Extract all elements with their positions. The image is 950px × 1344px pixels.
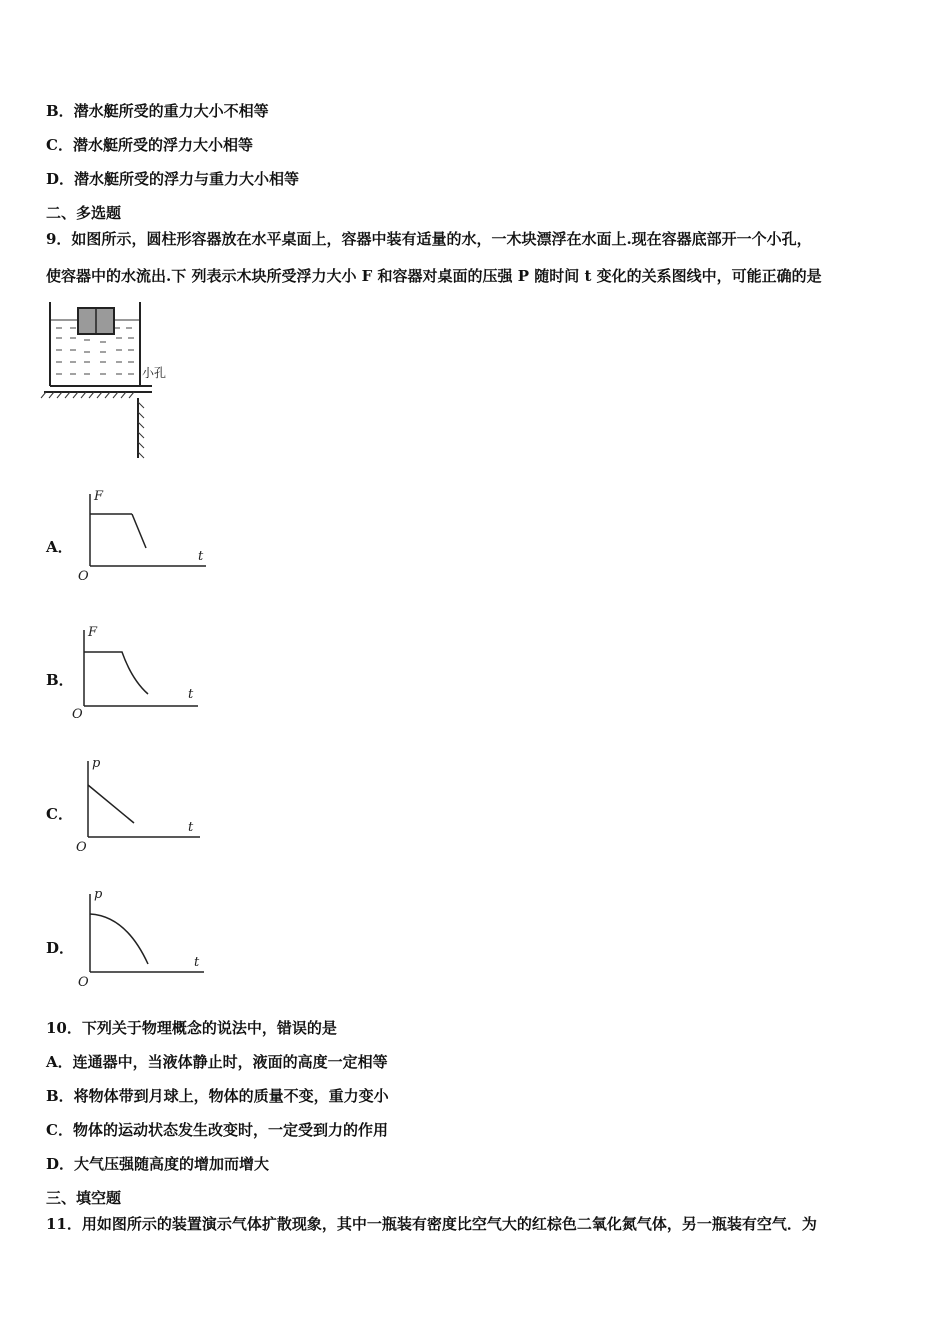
- graph-b-curve: [84, 652, 148, 694]
- q10-option-a: A．连通器中，当液体静止时，液面的高度一定相等: [46, 1053, 388, 1071]
- q9-option-a-label: A．: [46, 538, 73, 556]
- q8-option-b: B．潜水艇所受的重力大小不相等: [46, 102, 269, 120]
- graph-a: [74, 488, 214, 588]
- graph-b-y-label: F: [88, 625, 98, 640]
- q10-option-b: B．将物体带到月球上，物体的质量不变，重力变小: [46, 1087, 389, 1105]
- graph-b-x-label: t: [188, 687, 194, 702]
- graph-d: [74, 886, 214, 990]
- container-figure: [44, 298, 184, 460]
- q10-option-c: C．物体的运动状态发生改变时，一定受到力的作用: [46, 1121, 388, 1139]
- q11-stem: 11．用如图所示的装置演示气体扩散现象，其中一瓶装有密度比空气大的红棕色二氧化氮气体，另一瓶装有空气．为: [46, 1215, 817, 1233]
- graph-c-curve: [88, 785, 134, 823]
- graph-a-x-label: t: [198, 549, 204, 564]
- hole-label: 小孔: [142, 366, 167, 380]
- q8-option-d: D．潜水艇所受的浮力与重力大小相等: [46, 170, 300, 188]
- graph-b-origin: O: [72, 707, 83, 722]
- graph-c-x-label: t: [188, 820, 194, 835]
- graph-c-y-label: p: [92, 756, 101, 771]
- q9-option-c-label: C．: [46, 805, 73, 823]
- graph-c: [72, 755, 212, 855]
- graph-d-origin: O: [78, 975, 89, 990]
- section2-title: 二、多选题: [46, 204, 122, 222]
- q9-option-b-label: B．: [46, 671, 74, 689]
- graph-a-origin: O: [78, 569, 89, 584]
- section3-title: 三、填空题: [46, 1189, 122, 1207]
- q9-stem-line1: 9．如图所示，圆柱形容器放在水平桌面上，容器中装有适量的水，一木块漂浮在水面上.现在容器底部开一个小孔，: [46, 230, 812, 248]
- q8-option-c: C．潜水艇所受的浮力大小相等: [46, 136, 253, 154]
- q10-stem: 10．下列关于物理概念的说法中，错误的是: [46, 1019, 337, 1037]
- q9-stem-line2: 使容器中的水流出.下 列表示木块所受浮力大小 F 和容器对桌面的压强 P 随时间 t 变化的关系图线中，可能正确的是: [46, 267, 822, 285]
- q10-option-d: D．大气压强随高度的增加而增大: [46, 1155, 270, 1173]
- graph-d-curve: [90, 914, 148, 964]
- graph-d-x-label: t: [194, 955, 200, 970]
- graph-c-origin: O: [76, 840, 87, 855]
- graph-b: [70, 622, 210, 722]
- graph-a-y-label: F: [94, 489, 104, 504]
- graph-d-y-label: p: [94, 887, 103, 902]
- q9-option-d-label: D．: [46, 939, 75, 957]
